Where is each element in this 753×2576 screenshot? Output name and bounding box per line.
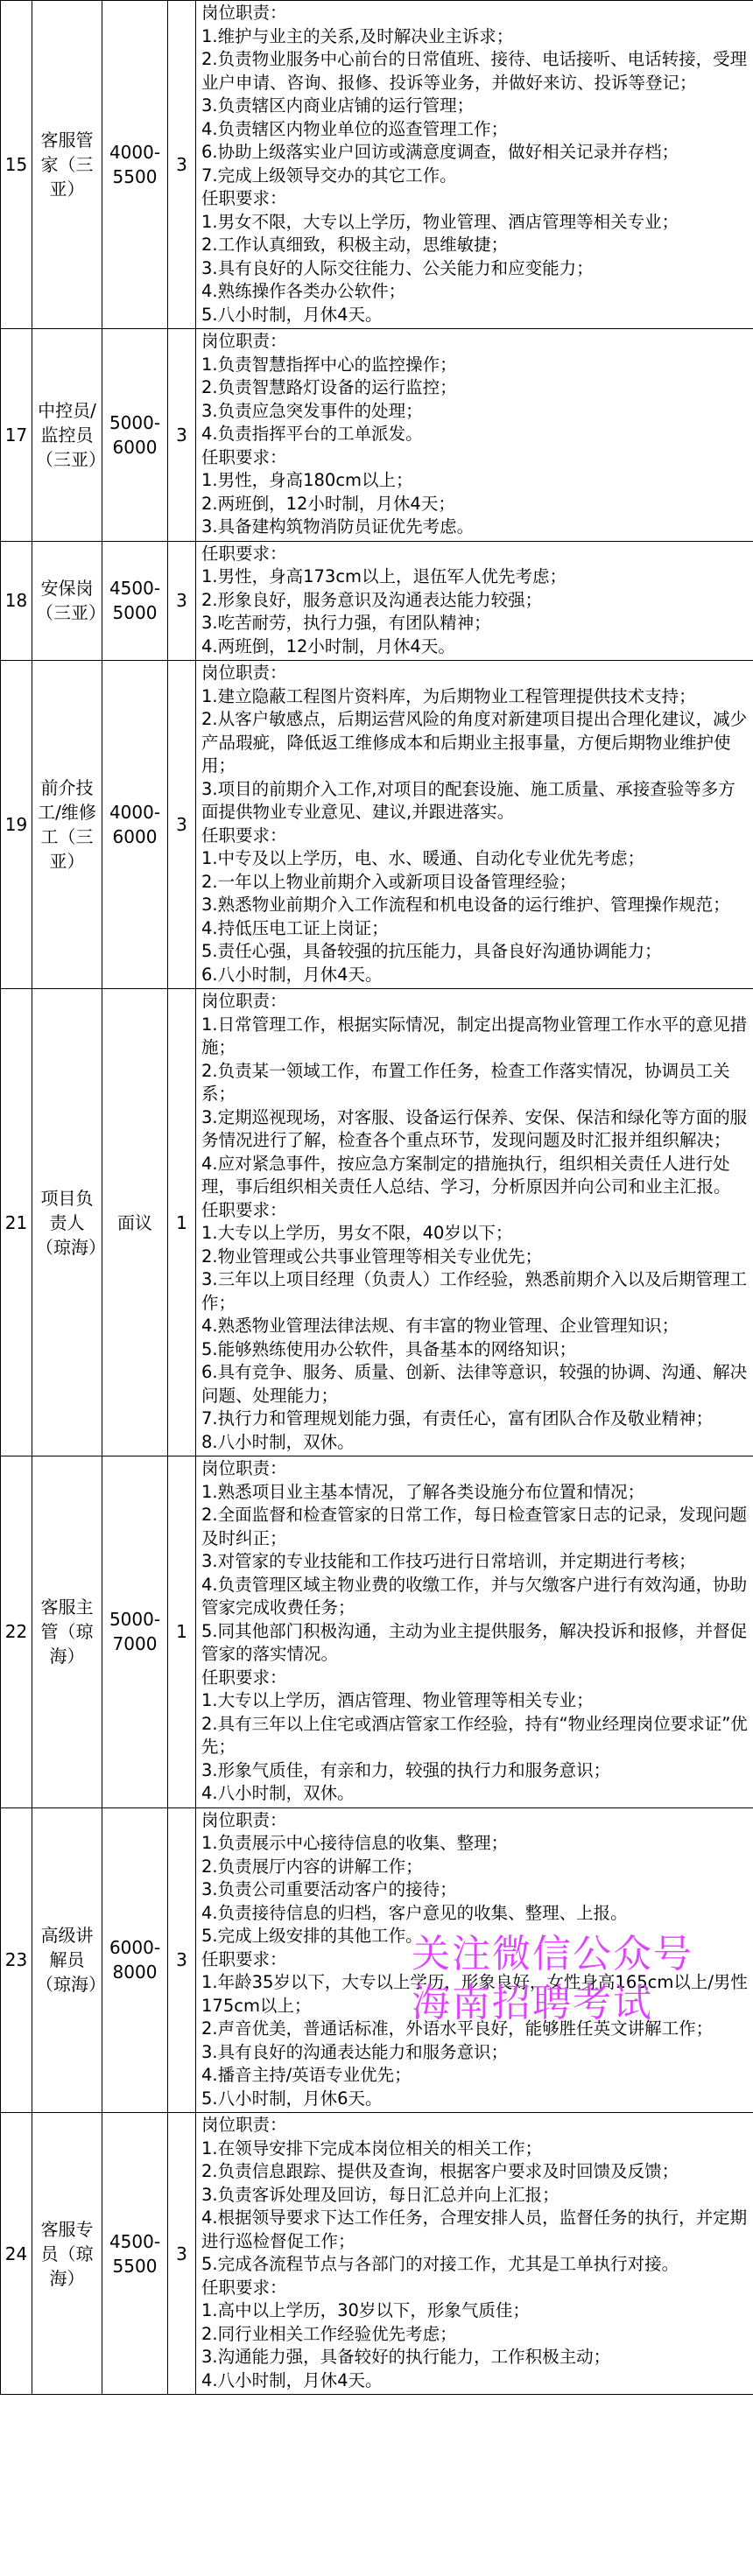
job-number: 15 (1, 1, 32, 329)
description-line: 2.物业管理或公共事业管理等相关专业优先； (201, 1246, 543, 1267)
description-line: 4.播音主持/英语专业优先； (201, 2065, 412, 2085)
job-number: 17 (1, 329, 32, 542)
description-line: 2.全面监督和检查管家的日常工作，每日检查管家日志的记录，发现问题及时纠正； (201, 1505, 748, 1548)
description-line: 2.声音优美，普通话标准，外语水平良好，能够胜任英文讲解工作； (201, 2018, 714, 2039)
description-line: 1.负责展示中心接待信息的收集、整理； (201, 1833, 509, 1853)
description-line: 2.负责某一领域工作，布置工作任务，检查工作落实情况，协调员工关系； (201, 1060, 730, 1104)
description-line: 2.负责展厅内容的讲解工作； (201, 1856, 423, 1877)
description-line: 1.高中以上学历，30岁以下，形象气质佳； (201, 2300, 530, 2320)
description-line: 1.日常管理工作，根据实际情况，制定出提高物业管理工作水平的意见措施； (201, 1014, 748, 1057)
job-description (196, 1456, 753, 1808)
description-line: 1.男性，身高180cm以上； (201, 470, 413, 490)
job-title: 前介技工/维修工（三亚） (32, 661, 102, 989)
job-row (1, 1456, 753, 1808)
description-line: 3.负责客诉处理及回访，每日汇总并向上汇报； (201, 2184, 559, 2205)
job-title: 安保岗（三亚） (32, 541, 102, 661)
job-description (196, 2113, 753, 2395)
description-line: 1.负责智慧指挥中心的监控操作； (201, 354, 457, 375)
description-line: 5.同其他部门积极沟通，主动为业主提供服务，解决投诉和报修，并督促管家的落实情况。 (201, 1620, 748, 1664)
job-number: 22 (1, 1456, 32, 1808)
description-line: 4.两班倒，12小时制，月休4天。 (201, 635, 455, 656)
description-line: 3.三年以上项目经理（负责人）工作经验，熟悉前期介入以及后期管理工作； (201, 1269, 748, 1313)
job-description (196, 1807, 753, 2113)
description-line: 3.负责应急突发事件的处理； (201, 400, 423, 421)
description-line: 3.具备建构筑物消防员证优先考虑。 (201, 516, 475, 537)
description-line: 1.熟悉项目业主基本情况，了解各类设施分布位置和情况； (201, 1481, 645, 1502)
description-line: 岗位职责： (201, 2115, 287, 2135)
description-line: 2.形象良好，服务意识及沟通表达能力较强； (201, 589, 543, 610)
description-line: 任职要求： (201, 543, 287, 564)
description-line: 5.责任心强，具备较强的抗压能力，具备良好沟通协调能力； (201, 941, 662, 961)
description-line: 2.一年以上物业前期介入或新项目设备管理经验； (201, 871, 577, 892)
description-line: 岗位职责： (201, 991, 287, 1011)
description-line: 3.项目的前期介入工作,对项目的配套设施、施工质量、承接查验等多方面提供物业专业意见、建议,并跟进落实。 (201, 778, 735, 822)
job-title: 客服主管（琼海） (32, 1456, 102, 1808)
job-number: 18 (1, 541, 32, 661)
description-line: 8.八小时制，双休。 (201, 1431, 355, 1452)
job-number: 24 (1, 2113, 32, 2395)
watermark-line-1: 关注微信公众号 (412, 1932, 693, 1976)
job-salary: 4500-5500 (102, 2113, 168, 2395)
description-line: 4.根据领导要求下达工作任务，合理安排人员，监督任务的执行，并定期进行巡检督促工作； (201, 2207, 748, 2251)
job-salary: 4000-6000 (102, 661, 168, 989)
description-line: 4.八小时制，双休。 (201, 1783, 355, 1803)
description-line: 1.在领导安排下完成本岗位相关的相关工作； (201, 2137, 543, 2158)
description-line: 岗位职责： (201, 1809, 287, 1830)
description-line: 任职要求： (201, 825, 287, 846)
watermark-line-2: 海南招聘考试 (412, 1981, 653, 2025)
description-line: 7.执行力和管理规划能力强，有责任心，富有团队合作及敬业精神； (201, 1408, 714, 1428)
description-line: 4.熟悉物业管理法律法规、有丰富的物业管理、企业管理知识； (201, 1316, 679, 1336)
description-line: 6.八小时制，月休4天。 (201, 964, 383, 985)
job-headcount: 3 (168, 2113, 196, 2395)
description-line: 3.熟悉物业前期介入工作流程和机电设备的运行维护、管理操作规范； (201, 895, 730, 915)
description-line: 3.定期巡视现场，对客服、设备运行保养、安保、保洁和绿化等方面的服务情况进行了解，检查各个重点环节，发现问题及时汇报并组织解决； (201, 1106, 748, 1150)
description-line: 任职要求： (201, 2277, 287, 2298)
description-line: 3.负责辖区内商业店铺的运行管理； (201, 95, 475, 116)
job-title: 客服管家（三亚） (32, 1, 102, 329)
description-line: 岗位职责： (201, 331, 287, 351)
job-salary: 4500-5000 (102, 541, 168, 661)
job-description (196, 329, 753, 542)
description-line: 任职要求： (201, 188, 287, 208)
description-line: 5.完成上级安排的其他工作。 (201, 1926, 423, 1946)
job-row (1, 329, 753, 542)
job-headcount: 3 (168, 661, 196, 989)
description-line: 3.形象气质佳，有亲和力，较强的执行力和服务意识； (201, 1759, 611, 1780)
description-line: 2.具有三年以上住宅或酒店管家工作经验，持有“物业经理岗位要求证”优先； (201, 1713, 748, 1757)
description-line: 2.两班倒，12小时制，月休4天； (201, 493, 455, 514)
description-line: 5.八小时制，月休4天。 (201, 304, 383, 325)
description-line: 2.负责智慧路灯设备的运行监控； (201, 377, 457, 397)
description-line: 4.应对紧急事件，按应急方案制定的措施执行，组织相关责任人进行处理，事后组织相关责任人总结、学习，分析原因并向公司和业主汇报。 (201, 1153, 731, 1197)
job-salary: 5000-6000 (102, 329, 168, 542)
description-line: 任职要求： (201, 446, 287, 467)
description-line: 5.能够熟练使用办公软件，具备基本的网络知识； (201, 1338, 577, 1359)
description-line: 4.负责接待信息的归档，客户意见的收集、整理、上报。 (201, 1902, 628, 1923)
description-line: 岗位职责： (201, 1458, 287, 1478)
description-line: 1.维护与业主的关系,及时解决业主诉求； (201, 25, 514, 46)
job-title: 项目负责人（琼海） (32, 989, 102, 1456)
job-number: 21 (1, 989, 32, 1456)
description-line: 7.完成上级领导交办的其它工作。 (201, 165, 457, 186)
description-line: 1.中专及以上学历，电、水、暖通、自动化专业优先考虑； (201, 848, 645, 868)
job-salary: 面议 (102, 989, 168, 1456)
job-headcount: 1 (168, 989, 196, 1456)
job-row (1, 661, 753, 989)
job-description (196, 661, 753, 989)
job-title: 中控员/监控员（三亚） (32, 329, 102, 542)
job-row (1, 1807, 753, 2113)
description-line: 2.负责物业服务中心前台的日常值班、接待、电话接听、电话转接，受理业户申请、咨询、报修、投诉等业务，并做好来访、投诉等登记； (201, 49, 748, 93)
job-description (196, 541, 753, 661)
description-line: 3.对管家的专业技能和工作技巧进行日常培训，并定期进行考核； (201, 1551, 696, 1571)
job-number: 23 (1, 1807, 32, 2113)
description-line: 1.建立隐蔽工程图片资料库，为后期物业工程管理提供技术支持； (201, 685, 696, 706)
description-line: 6.具有竞争、服务、质量、创新、法律等意识，较强的协调、沟通、解决问题、处理能力； (201, 1362, 748, 1406)
job-description (196, 1, 753, 329)
description-line: 6.协助上级落实业户回访或满意度调查，做好相关记录并存档； (201, 142, 679, 162)
description-line: 4.持低压电工证上岗证； (201, 917, 389, 938)
job-row (1, 2113, 753, 2395)
description-line: 任职要求： (201, 1199, 287, 1220)
description-line: 2.同行业相关工作经验优先考虑； (201, 2323, 457, 2344)
description-line: 4.八小时制，月休4天。 (201, 2369, 383, 2390)
description-line: 1.年龄35岁以下，大专以上学历，形象良好，女性身高165cm以上/男性175cm以上； (201, 1972, 748, 2016)
description-line: 岗位职责： (201, 663, 287, 683)
job-number: 19 (1, 661, 32, 989)
description-line: 2.从客户敏感点，后期运营风险的角度对新建项目提出合理化建议，减少产品瑕疵，降低返工维修成本和后期业主报事量，方便后期物业维护使用； (201, 709, 748, 776)
description-line: 任职要求： (201, 1667, 287, 1688)
description-line: 2.负责信息跟踪、提供及查询，根据客户要求及时回馈及反馈； (201, 2161, 679, 2181)
job-row (1, 989, 753, 1456)
description-line: 1.男女不限，大专以上学历，物业管理、酒店管理等相关专业； (201, 211, 679, 232)
description-line: 3.具有良好的沟通表达能力和服务意识； (201, 2041, 509, 2062)
description-line: 1.大专以上学历，酒店管理、物业管理等相关专业； (201, 1690, 594, 1710)
description-line: 3.吃苦耐劳，执行力强，有团队精神； (201, 613, 491, 633)
job-headcount: 3 (168, 329, 196, 542)
description-line: 岗位职责： (201, 3, 287, 23)
description-line: 1.大专以上学历，男女不限，40岁以下； (201, 1223, 513, 1243)
description-line: 1.男性，身高173cm以上，退伍军人优先考虑； (201, 566, 567, 586)
description-line: 5.完成各流程节点与各部门的对接工作，尤其是工单执行对接。 (201, 2254, 679, 2274)
description-line: 3.具有良好的人际交往能力、公关能力和应变能力； (201, 257, 594, 278)
job-title: 高级讲解员（琼海） (32, 1807, 102, 2113)
description-line: 4.负责管理区域主物业费的收缴工作，并与欠缴客户进行有效沟通，协助管家完成收费任务； (201, 1574, 748, 1618)
job-salary: 6000-8000 (102, 1807, 168, 2113)
description-line: 4.熟练操作各类办公软件； (201, 281, 406, 301)
description-line: 任职要求： (201, 1948, 287, 1969)
job-description (196, 989, 753, 1456)
job-headcount: 3 (168, 541, 196, 661)
job-salary: 4000-5500 (102, 1, 168, 329)
description-line: 5.八小时制，月休6天。 (201, 2088, 383, 2109)
job-row (1, 1, 753, 329)
job-headcount: 3 (168, 1807, 196, 2113)
description-line: 4.负责辖区内物业单位的巡查管理工作； (201, 118, 509, 139)
description-line: 3.负责公司重要活动客户的接待； (201, 1879, 457, 1899)
description-line: 4.负责指挥平台的工单派发。 (201, 424, 423, 444)
job-salary: 5000-7000 (102, 1456, 168, 1808)
job-row (1, 541, 753, 661)
description-line: 2.工作认真细致，积极主动，思维敏捷； (201, 235, 509, 255)
description-line: 3.沟通能力强，具备较好的执行能力，工作积极主动； (201, 2347, 611, 2367)
job-headcount: 3 (168, 1, 196, 329)
job-headcount: 1 (168, 1456, 196, 1808)
job-title: 客服专员（琼海） (32, 2113, 102, 2395)
